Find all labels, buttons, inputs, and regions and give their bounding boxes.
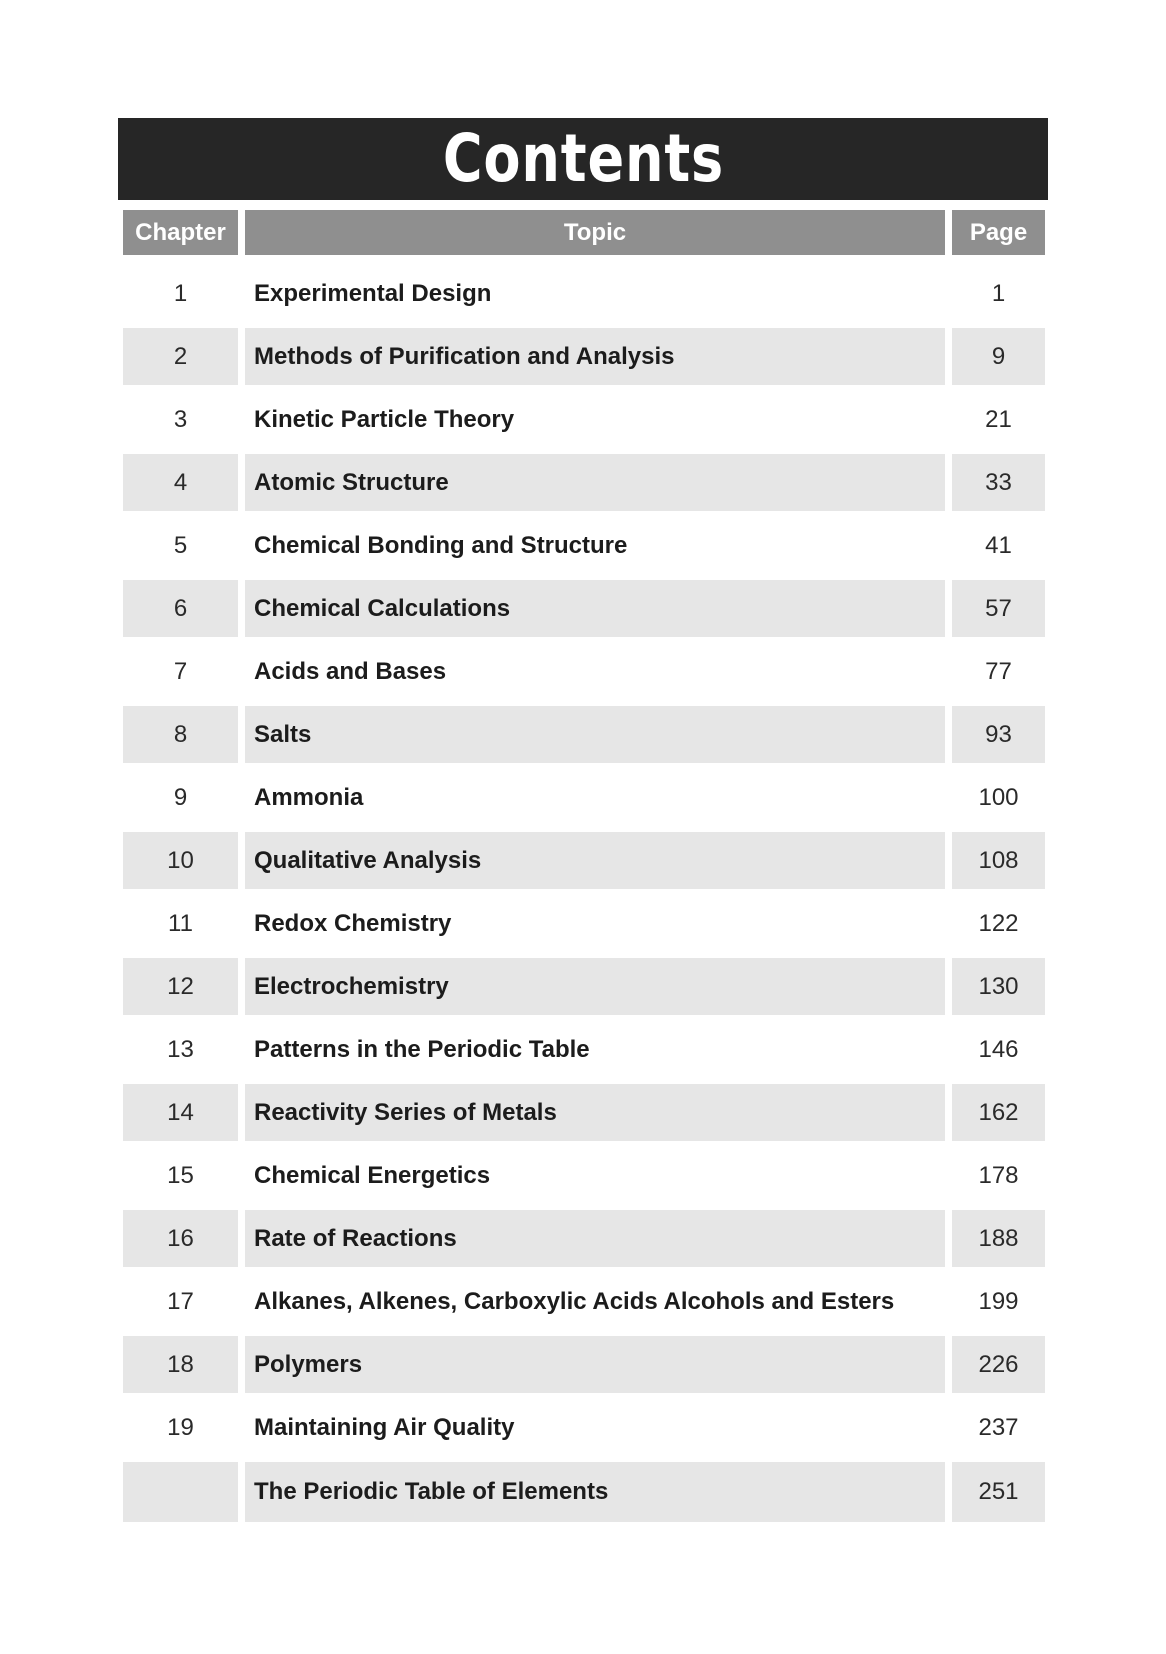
table-row[interactable] — [123, 265, 1045, 322]
chapter-cell — [123, 1399, 238, 1456]
chapter-cell — [123, 265, 238, 322]
page-cell — [952, 895, 1045, 952]
page-number: 21 — [985, 405, 1012, 433]
topic-cell — [245, 1147, 945, 1204]
title-banner — [118, 118, 1048, 200]
table-row[interactable] — [123, 454, 1045, 511]
page-cell — [952, 1336, 1045, 1393]
chapter-number: 14 — [167, 1098, 194, 1126]
table-row[interactable] — [123, 643, 1045, 700]
topic-cell — [245, 1210, 945, 1267]
table-row[interactable] — [123, 769, 1045, 826]
page-cell — [952, 1147, 1045, 1204]
topic-cell — [245, 1021, 945, 1078]
chapter-number: 17 — [167, 1287, 194, 1315]
page-cell — [952, 391, 1045, 448]
topic-cell — [245, 391, 945, 448]
topic-title: Maintaining Air Quality — [254, 1413, 515, 1441]
chapter-cell — [123, 391, 238, 448]
page-title: Contents — [442, 120, 724, 197]
topic-title: Patterns in the Periodic Table — [254, 1035, 590, 1063]
chapter-cell — [123, 517, 238, 574]
page-cell — [952, 769, 1045, 826]
chapter-number: 18 — [167, 1350, 194, 1378]
page-number: 251 — [978, 1478, 1019, 1505]
chapter-cell — [123, 1273, 238, 1330]
header-topic: Topic — [245, 210, 945, 255]
header-page: Page — [952, 210, 1045, 255]
page-number: 122 — [978, 909, 1019, 937]
page-cell — [952, 1021, 1045, 1078]
page-number: 100 — [978, 783, 1019, 811]
topic-cell — [245, 895, 945, 952]
chapter-cell — [123, 1210, 238, 1267]
page-cell — [952, 1399, 1045, 1456]
topic-cell — [245, 706, 945, 763]
page-number: 9 — [991, 342, 1006, 370]
page-number: 162 — [978, 1098, 1019, 1126]
table-row[interactable] — [123, 1399, 1045, 1456]
chapter-number: 5 — [173, 531, 188, 559]
page-number: 188 — [978, 1224, 1019, 1252]
chapter-number: 10 — [167, 846, 194, 874]
page-cell — [952, 1210, 1045, 1267]
chapter-cell — [123, 580, 238, 637]
page-cell — [952, 643, 1045, 700]
topic-title: Polymers — [254, 1350, 363, 1378]
topic-cell — [245, 832, 945, 889]
table-row[interactable] — [123, 580, 1045, 637]
chapter-cell — [123, 769, 238, 826]
topic-title: Salts — [254, 720, 312, 748]
chapter-number: 3 — [173, 405, 188, 433]
page-cell — [952, 517, 1045, 574]
page-number: 237 — [978, 1413, 1019, 1441]
topic-title: Ammonia — [254, 783, 364, 811]
table-row[interactable] — [123, 832, 1045, 889]
topic-title: Qualitative Analysis — [254, 846, 482, 874]
table-row[interactable] — [123, 1021, 1045, 1078]
topic-cell — [245, 580, 945, 637]
chapter-number: 6 — [173, 594, 188, 622]
topic-cell — [245, 328, 945, 385]
topic-title: Experimental Design — [254, 279, 492, 307]
topic-title: Atomic Structure — [254, 468, 449, 496]
table-row[interactable] — [123, 1336, 1045, 1393]
topic-cell — [245, 1084, 945, 1141]
table-row[interactable] — [123, 517, 1045, 574]
chapter-number: 9 — [173, 783, 188, 811]
chapter-number: 11 — [168, 909, 193, 937]
topic-title: Chemical Calculations — [254, 594, 511, 622]
page-cell — [952, 328, 1045, 385]
topic-title: Chemical Energetics — [254, 1161, 491, 1189]
page-number: 130 — [978, 972, 1019, 1000]
chapter-cell — [123, 1462, 238, 1522]
table-row[interactable] — [123, 1273, 1045, 1330]
table-row[interactable] — [123, 1084, 1045, 1141]
topic-title: Acids and Bases — [254, 657, 447, 685]
page-number: 41 — [985, 531, 1012, 559]
chapter-number: 16 — [167, 1224, 194, 1252]
page-number: 33 — [985, 468, 1012, 496]
page-number: 93 — [985, 720, 1012, 748]
page-number: 108 — [978, 846, 1019, 874]
contents-table — [123, 210, 1045, 1528]
topic-cell — [245, 1462, 945, 1522]
topic-title: The Periodic Table of Elements — [254, 1478, 609, 1505]
table-row[interactable] — [123, 958, 1045, 1015]
chapter-cell — [123, 1084, 238, 1141]
chapter-cell — [123, 643, 238, 700]
topic-title: Rate of Reactions — [254, 1224, 457, 1252]
topic-title: Alkanes, Alkenes, Carboxylic Acids Alcohols and Esters — [254, 1287, 895, 1315]
page-number: 178 — [978, 1161, 1019, 1189]
topic-cell — [245, 958, 945, 1015]
topic-cell — [245, 517, 945, 574]
chapter-number: 4 — [173, 468, 188, 496]
header-chapter: Chapter — [123, 210, 238, 255]
chapter-number: 8 — [173, 720, 188, 748]
chapter-cell — [123, 1336, 238, 1393]
topic-cell — [245, 643, 945, 700]
topic-title: Chemical Bonding and Structure — [254, 531, 628, 559]
chapter-cell — [123, 832, 238, 889]
topic-title: Reactivity Series of Metals — [254, 1098, 557, 1126]
chapter-cell — [123, 895, 238, 952]
page-number: 146 — [978, 1035, 1019, 1063]
topic-cell — [245, 1273, 945, 1330]
page-cell — [952, 265, 1045, 322]
page-number: 226 — [978, 1350, 1019, 1378]
table-row[interactable] — [123, 1462, 1045, 1522]
chapter-number: 2 — [173, 342, 188, 370]
page-cell — [952, 1462, 1045, 1522]
page-cell — [952, 1084, 1045, 1141]
page-number: 77 — [985, 657, 1012, 685]
topic-title: Kinetic Particle Theory — [254, 405, 515, 433]
table-row[interactable] — [123, 391, 1045, 448]
table-row[interactable] — [123, 1147, 1045, 1204]
page-number: 57 — [985, 594, 1012, 622]
page-cell — [952, 832, 1045, 889]
page-number: 1 — [991, 279, 1006, 307]
topic-cell — [245, 454, 945, 511]
table-row[interactable] — [123, 895, 1045, 952]
topic-cell — [245, 1336, 945, 1393]
chapter-number: 19 — [167, 1413, 194, 1441]
page-cell — [952, 958, 1045, 1015]
page-cell — [952, 1273, 1045, 1330]
page-cell — [952, 454, 1045, 511]
chapter-number: 15 — [167, 1161, 194, 1189]
topic-title: Methods of Purification and Analysis — [254, 342, 675, 370]
chapter-number: 13 — [167, 1035, 194, 1063]
table-row[interactable] — [123, 706, 1045, 763]
chapter-cell — [123, 706, 238, 763]
topic-title: Redox Chemistry — [254, 909, 452, 937]
topic-cell — [245, 769, 945, 826]
table-row[interactable] — [123, 328, 1045, 385]
chapter-number: 1 — [173, 279, 188, 307]
table-row[interactable] — [123, 1210, 1045, 1267]
chapter-cell — [123, 1147, 238, 1204]
chapter-cell — [123, 454, 238, 511]
topic-cell — [245, 265, 945, 322]
table-header-row — [123, 210, 1045, 255]
page-number: 199 — [978, 1287, 1019, 1315]
page-cell — [952, 706, 1045, 763]
page-cell — [952, 580, 1045, 637]
chapter-cell — [123, 958, 238, 1015]
chapter-number: 12 — [167, 972, 194, 1000]
chapter-cell — [123, 1021, 238, 1078]
topic-cell — [245, 1399, 945, 1456]
topic-title: Electrochemistry — [254, 972, 449, 1000]
chapter-number: 7 — [173, 657, 188, 685]
chapter-cell — [123, 328, 238, 385]
